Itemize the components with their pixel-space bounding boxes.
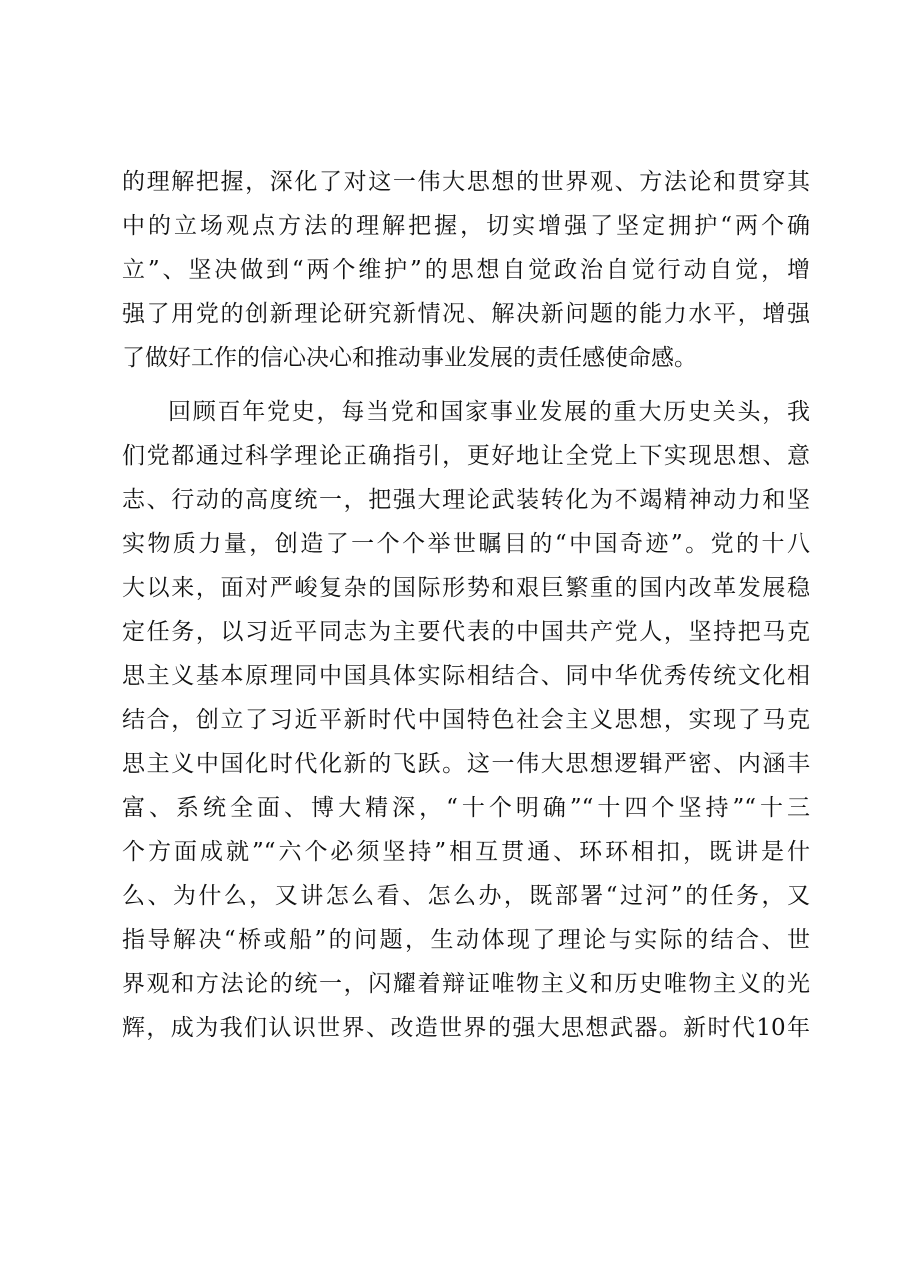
paragraph-1: [122, 160, 810, 380]
text-line: 么、为什么，又讲怎么看、怎么办，既部署“过河”的任务，又: [122, 883, 810, 909]
text-line: 指导解决“桥或船”的问题，生动体现了理论与实际的结合、世: [122, 927, 810, 953]
text-line: 富、系统全面、博大精深，“十个明确”“十四个坚持”“十三: [122, 795, 810, 821]
text-line: 思主义基本原理同中国具体实际相结合、同中华优秀传统文化相: [122, 663, 810, 689]
text-line: 界观和方法论的统一，闪耀着辩证唯物主义和历史唯物主义的光: [122, 971, 810, 997]
text-line: 结合，创立了习近平新时代中国特色社会主义思想，实现了马克: [122, 707, 810, 733]
text-line: 志、行动的高度统一，把强大理论武装转化为不竭精神动力和坚: [122, 487, 810, 513]
text-line: 回顾百年党史，每当党和国家事业发展的重大历史关头，我: [168, 399, 810, 425]
text-line: 的理解把握，深化了对这一伟大思想的世界观、方法论和贯穿其: [122, 169, 810, 195]
text-line: 思主义中国化时代化新的飞跃。这一伟大思想逻辑严密、内涵丰: [122, 751, 810, 777]
paragraph-gap: [122, 380, 810, 390]
text-line: 强了用党的创新理论研究新情况、解决新问题的能力水平，增强: [122, 301, 810, 327]
text-line: 个方面成就”“六个必须坚持”相互贯通、环环相扣，既讲是什: [122, 839, 810, 865]
text-line: 实物质力量，创造了一个个举世瞩目的“中国奇迹”。党的十八: [122, 531, 810, 557]
text-line: 中的立场观点方法的理解把握，切实增强了坚定拥护“两个确: [122, 213, 810, 239]
text-line: 们党都通过科学理论正确指引，更好地让全党上下实现思想、意: [122, 443, 810, 469]
text-line: 辉，成为我们认识世界、改造世界的强大思想武器。新时代10年: [122, 1015, 810, 1041]
paragraph-2: [122, 390, 810, 1050]
text-line: 定任务，以习近平同志为主要代表的中国共产党人，坚持把马克: [122, 619, 810, 645]
body-text: [122, 160, 810, 1050]
text-line: 大以来，面对严峻复杂的国际形势和艰巨繁重的国内改革发展稳: [122, 575, 810, 601]
text-line: 立”、坚决做到“两个维护”的思想自觉政治自觉行动自觉，增: [122, 257, 810, 283]
text-line: 了做好工作的信心决心和推动事业发展的责任感使命感。: [122, 345, 697, 371]
